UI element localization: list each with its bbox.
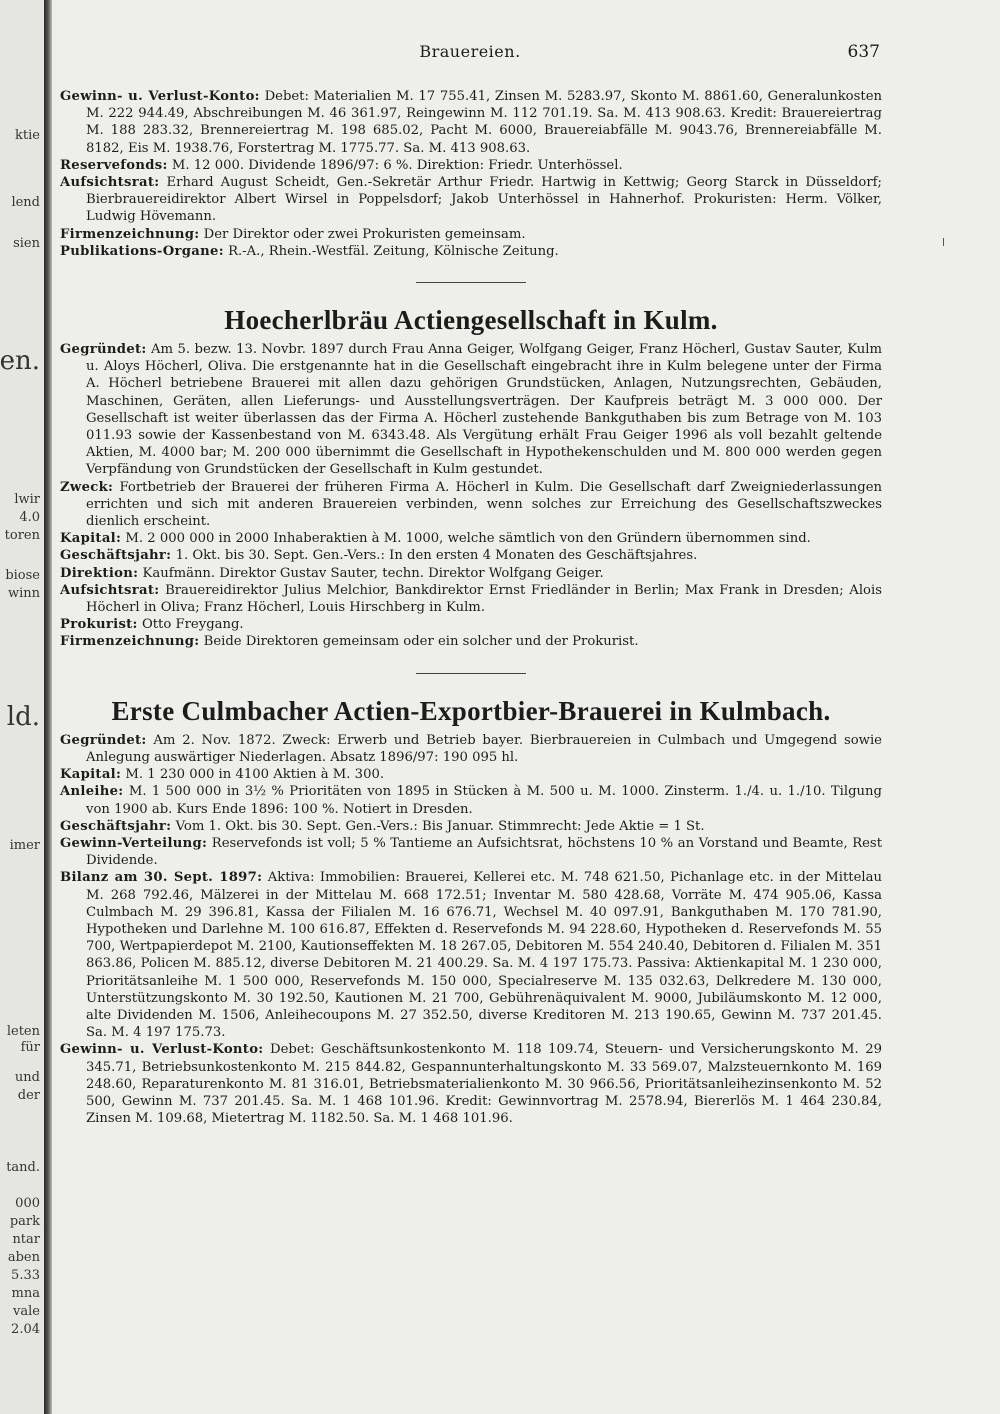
entry-paragraph [60,157,882,174]
entry-paragraph [60,547,882,564]
margin-fragment: lwir [14,492,40,507]
entry-paragraph [60,633,882,650]
margin-fragment: ntar [12,1232,40,1247]
entry-paragraph [60,243,882,260]
entry-paragraph [60,732,882,766]
margin-fragment: park [9,1214,40,1229]
entry-text: M. 1 500 000 in 3½ % Prioritäten von 1895 in Stücken à M. 500 u. M. 1000. Zinsterm. 1./4. u. 1./10. Tilgung von 1900 ab. Kurs Ende 1896: 100 %. Notiert in Dresden. [86,784,882,817]
entry-label: Gewinn- u. Verlust-Konto: [60,1042,264,1058]
entry-label: Gegründet: [60,732,147,748]
margin-fragment: winn [7,586,40,601]
entry-paragraph [60,582,882,616]
entry-label: Gegründet: [60,342,147,358]
entry-label: Firmenzeichnung: [60,634,200,650]
entry-paragraph [60,341,882,479]
page-header [60,42,880,70]
entry-text: Vom 1. Okt. bis 30. Sept. Gen.-Vers.: Bis Januar. Stimmrecht: Jede Aktie = 1 St. [175,818,705,834]
entry-label: Aufsichtsrat: [60,175,160,191]
entry-text: Kaufmänn. Direktor Gustav Sauter, techn. Direktor Wolfgang Geiger. [142,565,604,581]
margin-fragment: vale [13,1304,40,1319]
entry-text: Der Direktor oder zwei Prokuristen gemeinsam. [203,226,526,242]
entry-label: Reservefonds: [60,157,168,173]
entry-paragraph [60,783,882,817]
page-number: 637 [847,42,880,62]
entry-paragraph [60,88,882,157]
entry-text: Erhard August Scheidt, Gen.-Sekretär Arthur Friedr. Hartwig in Kettwig; Georg Starck in Düsseldorf; Bierbrauereidirektor Albert Wirsel in Poppelsdorf; Jakob Unterhössel in Hahnerhof. Prokuristen: Herm. Völker, Ludwig Hövemann. [86,175,882,225]
entry-text: Debet: Geschäftsunkostenkonto M. 118 109.74, Steuern- und Versicherungskonto M. 29 345.71, Betriebsunkostenkonto M. 215 844.82, Gespannunterhaltungskonto M. 33 569.07, Malzsteuernkonto M. 169 248.60, Reparaturenkonto M. 81 316.01, Betriebsmaterialienkonto M. 30 966.56, Prioritätsanleihezinsenkonto M. 52 500, Gewinn M. 737 201.45. Sa. M. 1 468 101.96. Kredit: Gewinnvortrag M. 2578.94, Biererlös M. 1 464 230.84, Zinsen M. 109.68, Mietertrag M. 1182.50. Sa. M. 1 468 101.96. [86,1042,882,1127]
entry-label: Geschäftsjahr: [60,548,172,564]
entry-paragraph [60,479,882,531]
section-divider [416,282,526,283]
entry-paragraph [60,835,882,869]
entry-text: Fortbetrieb der Brauerei der früheren Firma A. Höcherl in Kulm. Die Gesellschaft darf Zweigniederlassungen errichten und sich mit anderen Brauereien verbinden, wenn solches zur Erreichung des Gesellschaftszweckes dienlich erscheint. [86,479,882,530]
entry-text: M. 12 000. Dividende 1896/97: 6 %. Direktion: Friedr. Unterhössel. [171,157,623,173]
margin-fragment: und [14,1070,40,1085]
margin-fragment: ktie [15,128,40,143]
entry-text: Am 5. bezw. 13. Novbr. 1897 durch Frau Anna Geiger, Wolfgang Geiger, Franz Höcherl, Gustav Sauter, Kulm u. Aloys Höcherl, Oliva. Die erstgenannte hat in die Gesellschaft eingebracht ihre in Kulm belegene unter der Firma A. Höcherl betriebene Brauerei mit allen dazu gehörigen Grundstücken, Anlagen, Nutzungsrechten, Gebäuden, Maschinen, Geräten, allen Lieferungs- und Ausstellungsverträgen. Der Kaufpreis beträgt M. 3 000 000. Der Gesellschaft ist weiter überlassen das der Firma A. Höcherl zustehende Bankguthaben bis zum Betrage von M. 103 011.93 sowie der Kassenbestand von M. 6343.48. Als Vergütung erhält Frau Geiger 1996 als voll bezahlt geltende Aktien, M. 4000 bar; M. 200 000 übernimmt die Gesellschaft in Hypothekenschulden und M. 800 000 werden gegen Verpfändung von Grundstücken der Gesellschaft in Kulm gestundet. [86,342,882,478]
entry-paragraph [60,616,882,633]
entry-label: Publikations-Organe: [60,243,224,259]
margin-fragment: toren [4,528,40,543]
company-title: Erste Culmbacher Actien-Exportbier-Brauerei in Kulmbach. [111,695,831,726]
entry-text: Reservefonds ist voll; 5 % Tantieme an Aufsichtsrat, höchstens 10 % an Vorstand und Beamte, Rest Dividende. [86,835,882,869]
entry-text: M. 2 000 000 in 2000 Inhaberaktien à M. 1000, welche sämtlich von den Gründern übernommen sind. [125,531,811,547]
entry-label: Gewinn- u. Verlust-Konto: [60,89,260,104]
entry-paragraph [60,226,882,243]
left-margin-strip [0,0,44,1414]
entry-label: Bilanz am 30. Sept. 1897: [60,870,263,886]
margin-fragment: sien [13,236,40,251]
entry-paragraph [60,869,882,1041]
margin-fragment: 5.33 [11,1268,40,1283]
margin-fragment: lend [11,195,40,210]
entry-label: Gewinn-Verteilung: [60,835,208,851]
margin-fragment: leten [6,1024,40,1039]
page-content [60,88,882,1127]
entry-label: Firmenzeichnung: [60,226,200,242]
entry-label: Prokurist: [60,617,138,633]
entry-text: Otto Freygang. [141,617,244,633]
margin-fragment: imer [9,838,40,853]
margin-fragment: für [20,1040,40,1055]
entry-paragraph [60,530,882,547]
margin-fragment: mna [11,1286,40,1301]
section-divider [416,673,526,674]
margin-fragment: tand. [6,1160,40,1175]
entry-label: Geschäftsjahr: [60,818,172,834]
margin-fragment: der [17,1088,40,1103]
margin-fragment: aben [7,1250,40,1265]
entry-text: Am 2. Nov. 1872. Zweck: Erwerb und Betrieb bayer. Bierbrauereien in Culmbach und Umgegend sowie Anlegung auswärtiger Niederlagen. Absatz 1896/97: 190 095 hl. [86,732,882,765]
entry-paragraph [60,818,882,835]
entry-text: R.-A., Rhein.-Westfäl. Zeitung, Kölnische Zeitung. [228,243,559,259]
entry-text: Debet: Materialien M. 17 755.41, Zinsen M. 5283.97, Skonto M. 8861.60, Generalunkosten M. 222 944.49, Abschreibungen M. 46 361.97, Reingewinn M. 112 701.19. Sa. M. 413 908.63. Kredit: Brauereiertrag M. 188 283.32, Brennereiertrag M. 198 685.02, Pacht M. 6000, Brauereiabfälle M. 9043.76, Brennereiabfälle M. 8182, Eis M. 1938.76, Forstertrag M. 1775.77. Sa. M. 413 908.63. [86,89,882,156]
entry-label: Anleihe: [60,784,124,800]
entry-label: Kapital: [60,767,122,783]
entry-text: Aktiva: Immobilien: Brauerei, Kellerei etc. M. 748 621.50, Pichanlage etc. in der Mittelau M. 268 792.46, Mälzerei in der Mittelau M. 668 172.51; Inventar M. 580 428.68, Vorräte M. 474 905.06, Kassa Culmbach M. 29 396.81, Kassa der Filialen M. 16 676.71, Wechsel M. 40 097.91, Bankguthaben M. 170 781.90, Hypotheken und Darlehne M. 100 616.87, Effekten d. Reservefonds M. 94 228.60, Hypotheken d. Reservefonds M. 55 700, Wertpapierdepot M. 2100, Kautionseffekten M. 18 267.05, Debitoren M. 554 240.40, Debitoren d. Filialen M. 351 863.86, Policen M. 885.12, diverse Debitoren M. 21 400.29. Sa. M. 4 197 175.73. Passiva: Aktienkapital M. 1 230 000, Prioritätsanleihe M. 1 500 000, Reservefonds M. 150 000, Specialreserve M. 135 032.63, Delkredere M. 130 000, Unterstützungskonto M. 30 192.50, Kautionen M. 21 700, Gebührenäquivalent M. 9000, Jubiläumskonto M. 12 000, alte Dividenden M. 1506, Anleihecoupons M. 27 352.50, diverse Kreditoren M. 213 190.65, Gewinn M. 737 201.45. Sa. M. 4 197 175.73. [86,870,882,1041]
entry-text: 1. Okt. bis 30. Sept. Gen.-Vers.: In den ersten 4 Monaten des Geschäftsjahres. [175,548,698,564]
entry-paragraph [60,1041,882,1127]
entry-label: Direktion: [60,565,139,581]
entry-label: Kapital: [60,531,122,547]
entry-text: M. 1 230 000 in 4100 Aktien à M. 300. [125,767,385,783]
entry-label: Zweck: [60,479,114,495]
page-mark [943,238,944,246]
entry-paragraph [60,174,882,226]
margin-fragment: 000 [15,1196,40,1211]
section-continued [60,88,882,260]
entry-text: Brauereidirektor Julius Melchior, Bankdirektor Ernst Friedländer in Berlin; Max Frank in Dresden; Alois Höcherl in Oliva; Franz Höcherl, Louis Hirschberg in Kulm. [86,582,882,616]
company-title: Hoecherlbräu Actiengesellschaft in Kulm. [224,305,718,336]
entry-text: Beide Direktoren gemeinsam oder ein solcher und der Prokurist. [203,634,639,650]
margin-fragment: ld. [6,702,40,732]
entry-label: Aufsichtsrat: [60,582,160,598]
entry-paragraph [60,565,882,582]
margin-fragment: 2.04 [11,1322,40,1337]
margin-fragment: 4.0 [19,510,40,525]
section-erste-culmbacher [60,694,882,1128]
section-hoecherlbraeu [60,303,882,651]
entry-paragraph [60,766,882,783]
binding-edge [44,0,52,1414]
margin-fragment: biose [5,568,40,583]
margin-fragment: en. [0,346,40,376]
running-title: Brauereien. [419,42,521,61]
